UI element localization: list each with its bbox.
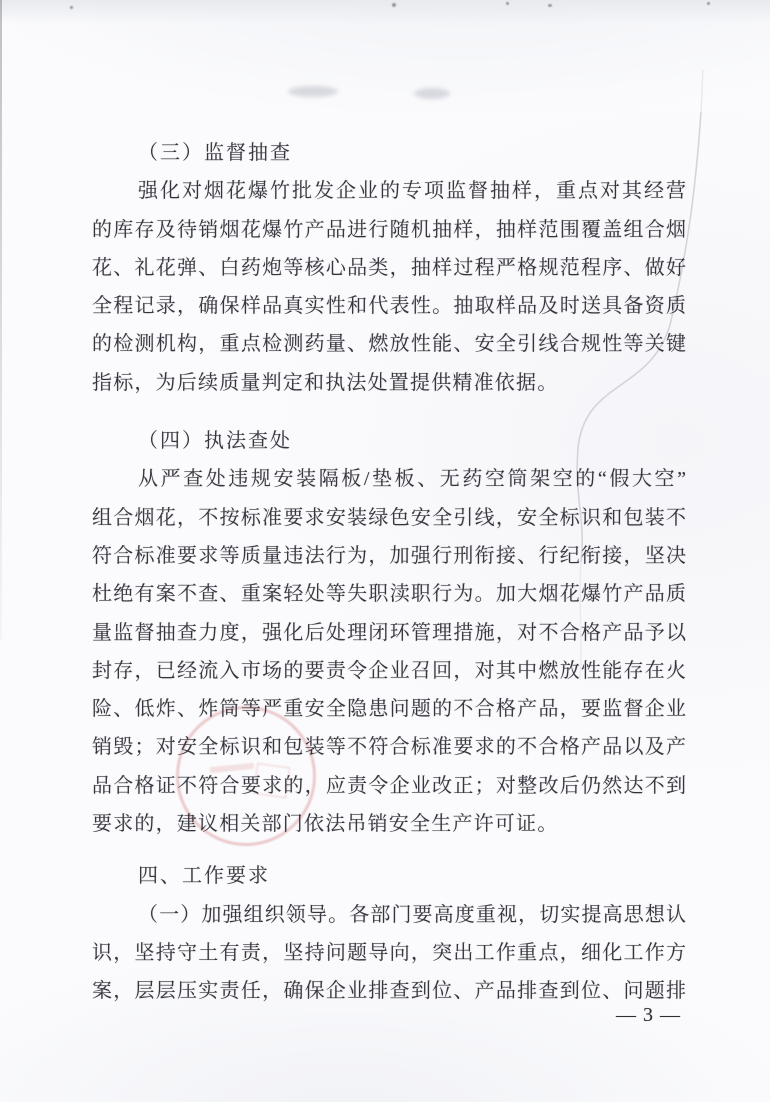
scan-left-edge-shadow bbox=[0, 0, 2, 640]
scan-speck bbox=[392, 3, 396, 7]
text-line: 销毁；对安全标识和包装等不符合标准要求的不合格产品以及产 bbox=[92, 736, 686, 759]
smudge-mark bbox=[414, 88, 450, 99]
text-line: 强化对烟花爆竹批发企业的专项监督抽样，重点对其经营 bbox=[138, 180, 686, 203]
text-line: 指标，为后续质量判定和执法处置提供精准依据。 bbox=[92, 371, 559, 394]
text-line: 品合格证不符合要求的，应责令企业改正；对整改后仍然达不到 bbox=[92, 774, 686, 797]
smudge-mark bbox=[288, 86, 338, 97]
text-line: 险、低炸、炸筒等严重安全隐患问题的不合格产品，要监督企业 bbox=[92, 698, 686, 721]
text-line: 量监督抽查力度，强化后处理闭环管理措施，对不合格产品予以 bbox=[92, 621, 686, 644]
text-line: 要求的，建议相关部门依法吊销安全生产许可证。 bbox=[92, 813, 559, 836]
scan-speck bbox=[548, 4, 552, 7]
text-line: 封存，已经流入市场的要责令企业召回，对其中燃放性能存在火 bbox=[92, 659, 686, 682]
text-line: 的检测机构，重点检测药量、燃放性能、安全引线合规性等关键 bbox=[92, 333, 686, 356]
page-number: — 3 — bbox=[616, 1004, 681, 1026]
text-line: 全程记录，确保样品真实性和代表性。抽取样品及时送具备资质 bbox=[92, 295, 686, 318]
text-line: （一）加强组织领导。各部门要高度重视，切实提高思想认 bbox=[138, 903, 686, 926]
scan-speck bbox=[506, 2, 509, 5]
text-line: 花、礼花弹、白药炮等核心品类，抽样过程严格规范程序、做好 bbox=[92, 256, 686, 279]
section-heading: （三）监督抽查 bbox=[138, 142, 292, 164]
section-heading: （四）执法查处 bbox=[138, 430, 292, 453]
text-line: 从严查处违规安装隔板/垫板、无药空筒架空的“假大空” bbox=[138, 468, 686, 491]
scan-speck bbox=[707, 2, 710, 5]
text-line: 组合烟花，不按标准要求安装绿色安全引线，安全标识和包装不 bbox=[92, 506, 686, 529]
section-heading: 四、工作要求 bbox=[138, 865, 270, 888]
text-line: 案，层层压实责任，确保企业排查到位、产品排查到位、问题排 bbox=[92, 980, 686, 1003]
text-line: 的库存及待销烟花爆竹产品进行随机抽样，抽样范围覆盖组合烟 bbox=[92, 218, 686, 241]
scan-speck bbox=[70, 6, 73, 9]
page-content bbox=[92, 134, 686, 1011]
text-line: 符合标准要求等质量违法行为，加强行刑衔接、行纪衔接，坚决 bbox=[92, 544, 686, 567]
text-line: 杜绝有案不查、重案轻处等失职渎职行为。加大烟花爆竹产品质 bbox=[92, 583, 686, 606]
scan-top-shading bbox=[0, 0, 770, 24]
text-line: 识，坚持守土有责，坚持问题导向，突出工作重点，细化工作方 bbox=[92, 941, 686, 964]
